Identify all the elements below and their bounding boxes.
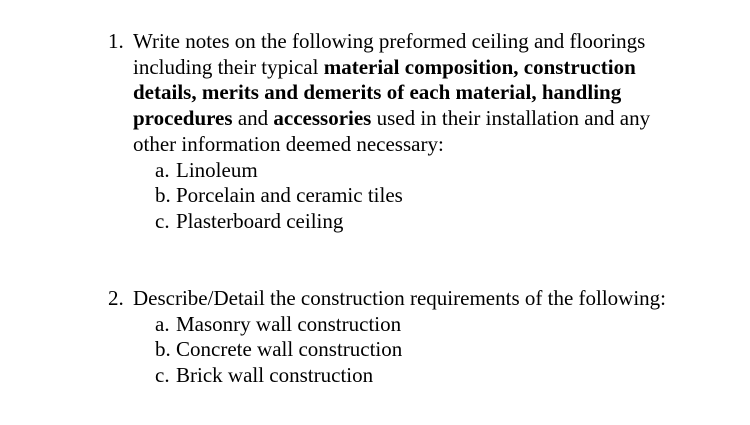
question-1-number: 1.	[108, 29, 124, 53]
question-2-items	[108, 312, 668, 389]
list-item	[108, 158, 668, 184]
list-item	[108, 337, 668, 363]
item-text: Brick wall construction	[176, 363, 374, 388]
list-item	[108, 209, 668, 235]
item-letter: c.	[155, 363, 170, 388]
question-1-text-bold-topics: material composition, construction details, merits and demerits of each material, handling procedures	[133, 54, 636, 131]
item-text: Plasterboard ceiling	[176, 208, 344, 233]
item-letter: a.	[155, 311, 170, 336]
item-text: Concrete wall construction	[176, 337, 403, 362]
question-1-text-bold-accessories: accessories	[273, 106, 372, 131]
question-2	[108, 286, 668, 389]
question-1-text-tail: used in their installation and any other information deemed necessary:	[133, 106, 651, 156]
question-1-text-and: and	[232, 106, 274, 131]
question-1-items	[108, 158, 668, 235]
question-1	[108, 29, 668, 235]
item-letter: b.	[155, 183, 171, 208]
list-item	[108, 312, 668, 338]
item-letter: c.	[155, 208, 170, 233]
question-1-text-plain: Write notes on the following preformed ceiling and floorings including their typical	[133, 29, 646, 79]
item-text: Masonry wall construction	[176, 311, 402, 336]
question-2-prompt	[108, 286, 668, 312]
item-text: Linoleum	[176, 157, 258, 182]
question-1-text	[133, 29, 668, 158]
item-letter: a.	[155, 157, 170, 182]
question-2-text: Describe/Detail the construction requirements of the following:	[133, 286, 667, 310]
question-2-number: 2.	[108, 286, 124, 310]
list-item	[108, 363, 668, 389]
item-text: Porcelain and ceramic tiles	[176, 183, 403, 208]
list-item	[108, 183, 668, 209]
question-1-prompt	[108, 29, 668, 158]
item-letter: b.	[155, 337, 171, 362]
